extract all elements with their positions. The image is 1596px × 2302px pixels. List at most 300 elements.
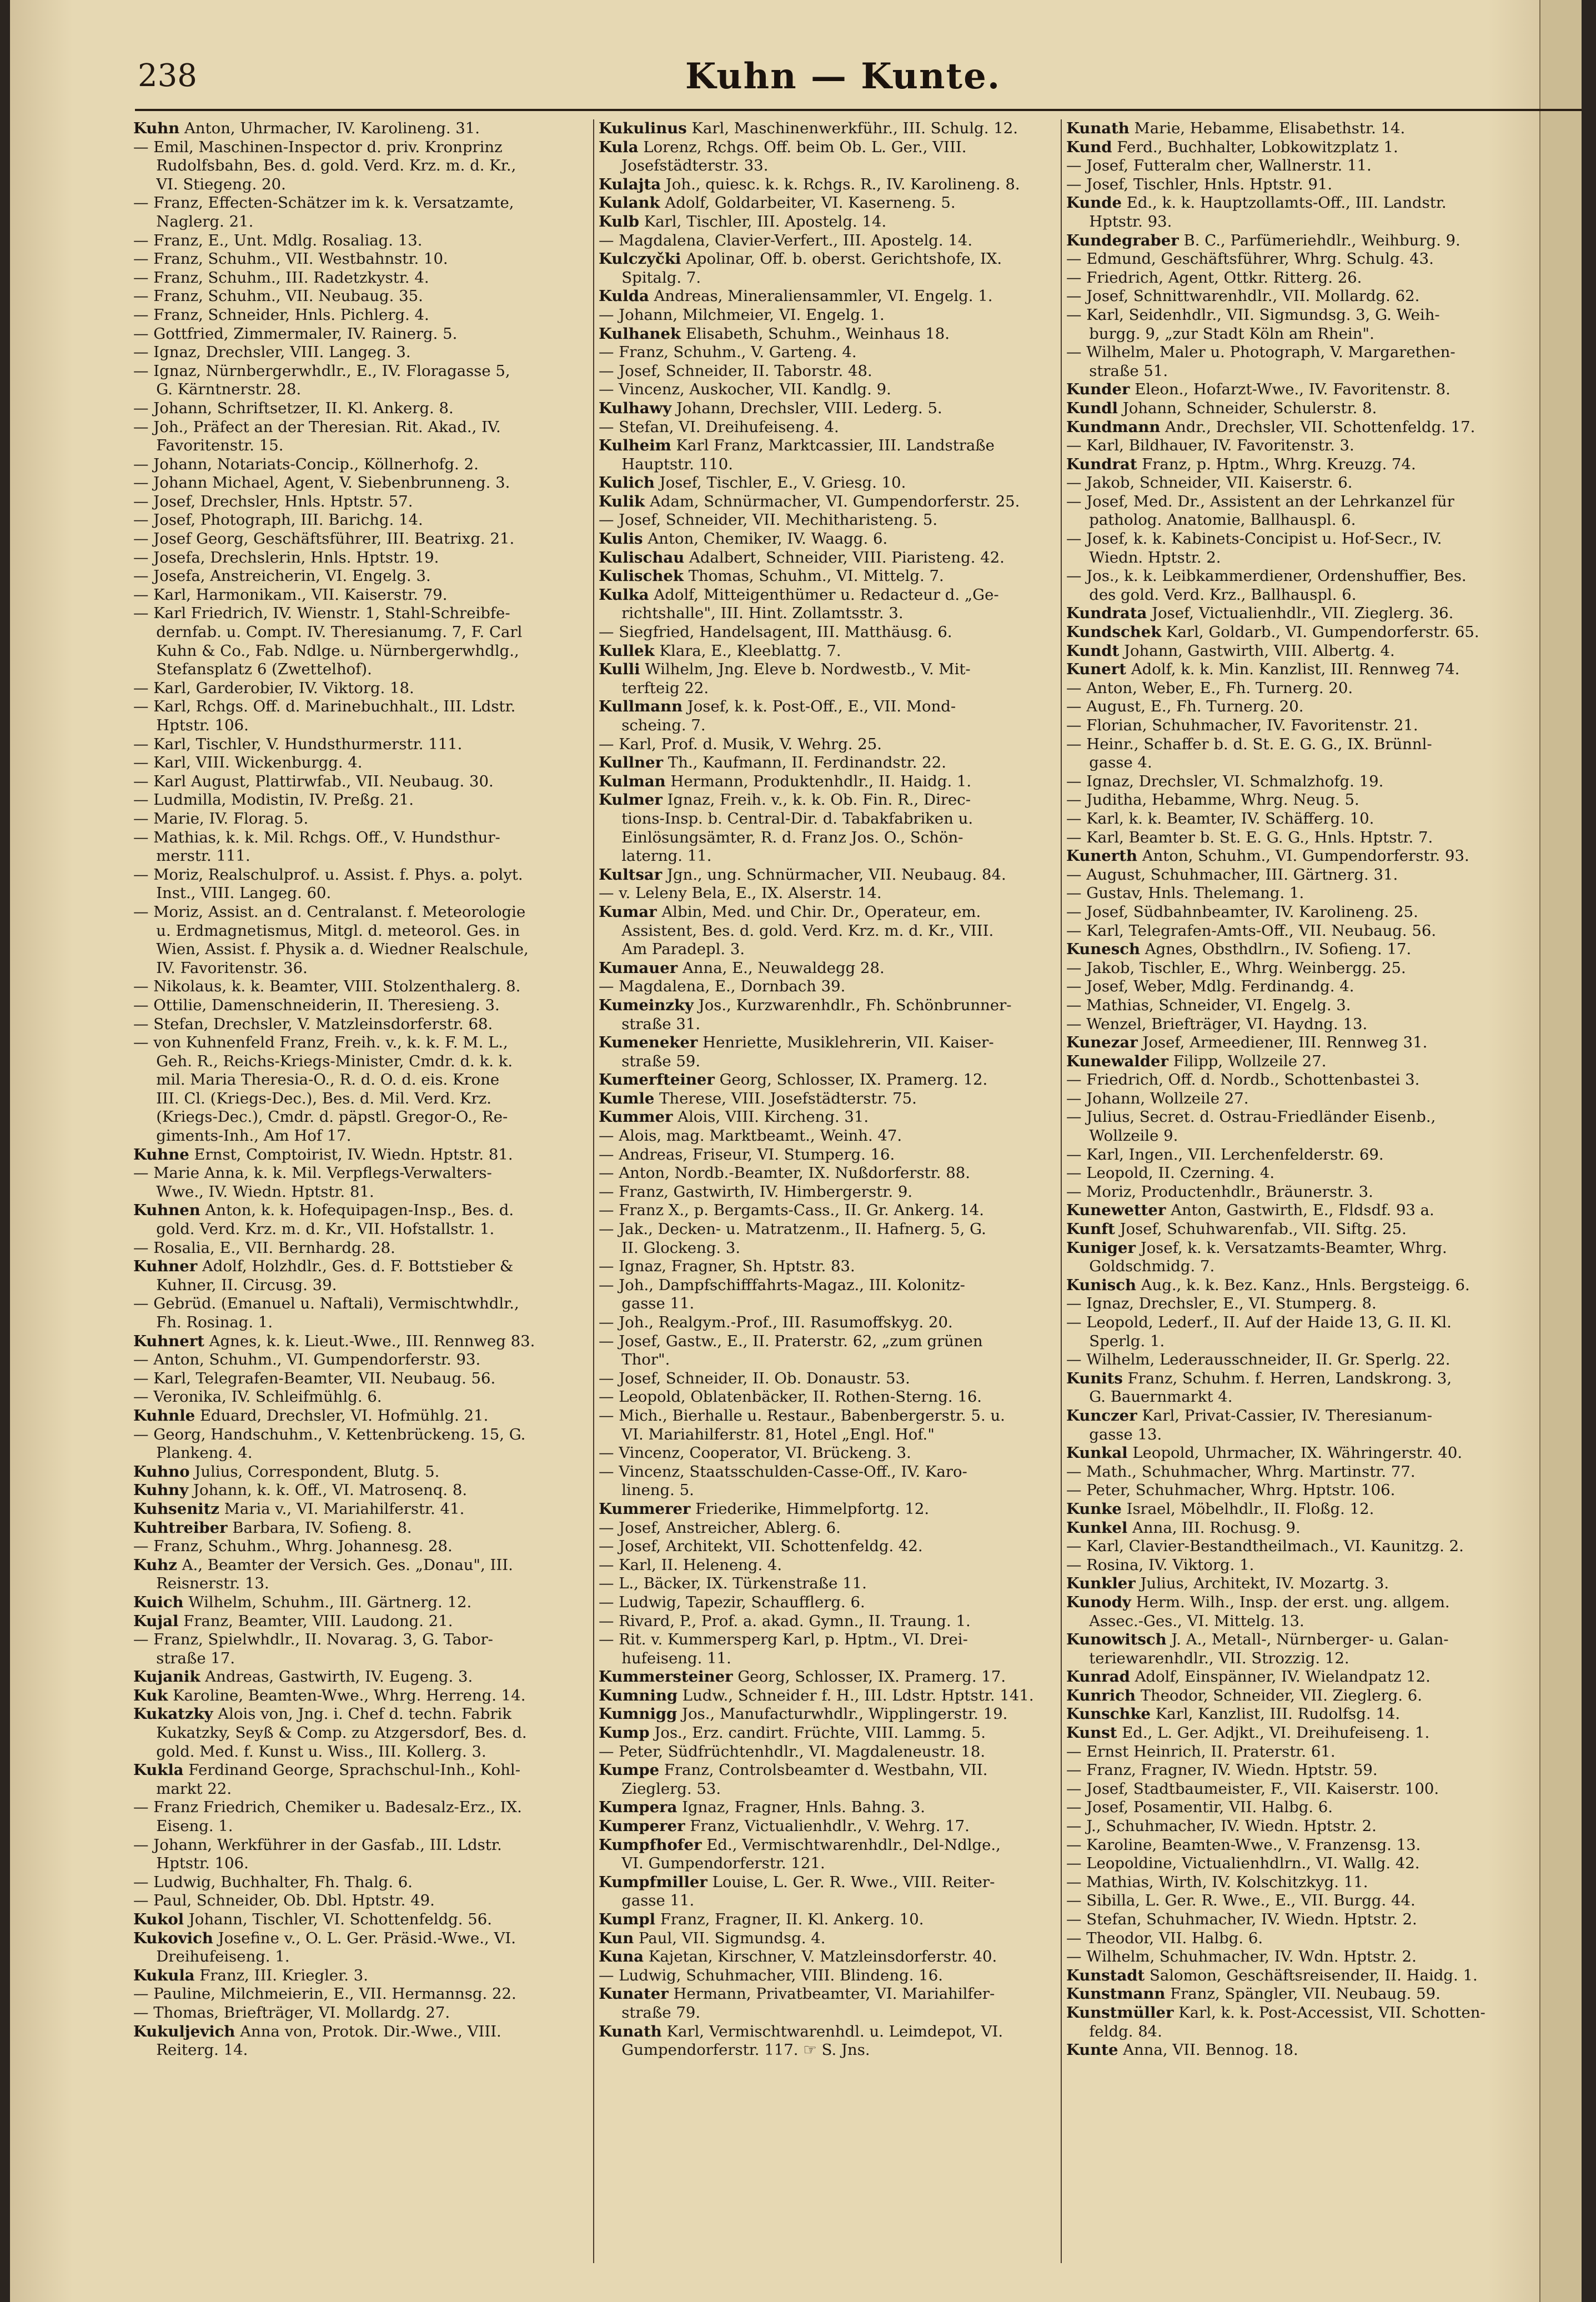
directory-entry: Hptstr. 106. xyxy=(133,1854,249,1873)
directory-entry: Kulli Wilhelm, Jng. Eleve b. Nordwestb., V. Mit- xyxy=(599,660,971,679)
directory-entry: — Anton, Weber, E., Fh. Turnerg. 20. xyxy=(1066,679,1353,697)
directory-entry: Wiedn. Hptstr. 2. xyxy=(1066,548,1221,566)
directory-entry: Kuhsenitz Maria v., VI. Mariahilferstr. 41. xyxy=(133,1499,465,1518)
directory-entry: — Emil, Maschinen-Inspector d. priv. Kronprinz xyxy=(133,138,503,156)
directory-entry: Kumpera Ignaz, Fragner, Hnls. Bahng. 3. xyxy=(599,1798,925,1817)
directory-entry: Kumar Albin, Med. und Chir. Dr., Operateur, em. xyxy=(599,902,981,921)
directory-entry: Kunczer Karl, Privat-Cassier, IV. Theresianum- xyxy=(1066,1406,1433,1425)
directory-entry: — Karl, II. Heleneng. 4. xyxy=(599,1556,782,1574)
directory-entry: VI. Gumpendorferstr. 121. xyxy=(599,1854,825,1873)
directory-entry: — Josef, Schnittwarenhdlr., VII. Mollardg. 62. xyxy=(1066,287,1420,305)
directory-entry: tions-Insp. b. Central-Dir. d. Tabakfabriken u. xyxy=(599,809,973,827)
directory-entry: Einlösungsämter, R. d. Franz Jos. O., Schön- xyxy=(599,828,963,846)
directory-entry: Kulman Hermann, Produktenhdlr., II. Haidg. 1. xyxy=(599,772,972,790)
directory-entry: — Anton, Nordb.-Beamter, IX. Nußdorferstr. 88. xyxy=(599,1164,970,1182)
directory-entry: Kullner Th., Kaufmann, II. Ferdinandstr. 22. xyxy=(599,754,946,772)
directory-entry: Fh. Rosinag. 1. xyxy=(133,1313,273,1331)
directory-entry: straße 79. xyxy=(599,2003,701,2022)
directory-entry: — Peter, Südfrüchtenhdlr., VI. Magdaleneustr. 18. xyxy=(599,1742,986,1761)
directory-entry: Am Paradepl. 3. xyxy=(599,940,745,959)
directory-entry: Favoritenstr. 15. xyxy=(133,437,284,455)
directory-entry: — Josef, Futteralm cher, Wallnerstr. 11. xyxy=(1066,157,1372,175)
directory-entry: — Vincenz, Auskocher, VII. Kandlg. 9. xyxy=(599,380,891,399)
directory-entry: — Ignaz, Drechsler, VIII. Langeg. 3. xyxy=(133,343,411,362)
directory-entry: — Sibilla, L. Ger. R. Wwe., E., VII. Burgg. 44. xyxy=(1066,1892,1416,1910)
directory-entry: — Magdalena, E., Dornbach 39. xyxy=(599,977,846,996)
directory-entry: — Siegfried, Handelsagent, III. Matthäusg. 6. xyxy=(599,623,952,641)
directory-entry: — Veronika, IV. Schleifmühlg. 6. xyxy=(133,1388,382,1406)
directory-entry: Kunkel Anna, III. Rochusg. 9. xyxy=(1066,1518,1301,1537)
directory-entry: Kuhn Anton, Uhrmacher, IV. Karolineng. 31. xyxy=(133,119,480,137)
directory-entry: Kundmann Andr., Drechsler, VII. Schottenfeldg. 17. xyxy=(1066,418,1475,436)
directory-entry: Hauptstr. 110. xyxy=(599,455,733,473)
directory-entry: gasse 11. xyxy=(599,1892,695,1910)
directory-entry: Kumpl Franz, Fragner, II. Kl. Ankerg. 10. xyxy=(599,1910,924,1928)
directory-entry: Kundrat Franz, p. Hptm., Whrg. Kreuzg. 74. xyxy=(1066,455,1416,473)
directory-entry: — Karl, Beamter b. St. E. G. G., Hnls. Hptstr. 7. xyxy=(1066,828,1433,846)
directory-entry: Kujanik Andreas, Gastwirth, IV. Eugeng. 3. xyxy=(133,1668,473,1686)
directory-entry: Kumpfmiller Louise, L. Ger. R. Wwe., VIII. Reiter- xyxy=(599,1873,995,1891)
directory-entry: — Karoline, Beamten-Wwe., V. Franzensg. 13. xyxy=(1066,1835,1421,1854)
column-divider xyxy=(593,119,594,2263)
directory-entry: Kumperer Franz, Victualienhdlr., V. Wehrg. 17. xyxy=(599,1817,970,1835)
directory-entry: — Wilhelm, Lederausschneider, II. Gr. Sperlg. 22. xyxy=(1066,1351,1451,1369)
directory-entry: Kundegraber B. C., Parfümeriehdlr., Weihburg. 9. xyxy=(1066,231,1461,249)
directory-entry: Kumle Therese, VIII. Josefstädterstr. 75. xyxy=(599,1089,917,1107)
directory-entry: — Franz Friedrich, Chemiker u. Badesalz-Erz., IX. xyxy=(133,1798,522,1817)
directory-entry: — Josef, Photograph, III. Barichg. 14. xyxy=(133,511,423,529)
directory-entry: Zieglerg. 53. xyxy=(599,1779,721,1798)
directory-entry: dernfab. u. Compt. IV. Theresianumg. 7, F. Carl xyxy=(133,623,523,641)
directory-entry: Kunrad Adolf, Einspänner, IV. Wielandpatz 12. xyxy=(1066,1668,1431,1686)
directory-entry: Kukatzky Alois von, Jng. i. Chef d. techn. Fabrik xyxy=(133,1705,511,1723)
header-rule xyxy=(135,109,1582,111)
column-3 xyxy=(1066,119,1519,2263)
directory-entry: — Julius, Secret. d. Ostrau-Friedländer Eisenb., xyxy=(1066,1108,1436,1126)
directory-entry: Kumerfteiner Georg, Schlosser, IX. Pramerg. 12. xyxy=(599,1071,988,1089)
directory-entry: — Franz, Schuhm., V. Garteng. 4. xyxy=(599,343,857,362)
directory-entry: Josefstädterstr. 33. xyxy=(599,157,769,175)
directory-entry: Kuhnle Eduard, Drechsler, VI. Hofmühlg. 21. xyxy=(133,1406,489,1425)
directory-entry: — Johann, Notariats-Concip., Köllnerhofg. 2. xyxy=(133,455,479,473)
directory-entry: — Franz, Spielwhdlr., II. Novarag. 3, G. Tabor- xyxy=(133,1631,493,1649)
directory-entry: — Franz, Gastwirth, IV. Himbergerstr. 9. xyxy=(599,1182,913,1201)
directory-entry: Kumpe Franz, Controlsbeamter d. Westbahn, VII. xyxy=(599,1761,988,1779)
directory-entry: Kunke Israel, Möbelhdlr., II. Floßg. 12. xyxy=(1066,1499,1374,1518)
directory-entry: — Peter, Schuhmacher, Whrg. Hptstr. 106. xyxy=(1066,1481,1396,1499)
directory-entry: des gold. Verd. Krz., Ballhauspl. 6. xyxy=(1066,585,1357,604)
directory-entry: Kunte Anna, VII. Bennog. 18. xyxy=(1066,2041,1298,2059)
directory-entry: Kummersteiner Georg, Schlosser, IX. Pramerg. 17. xyxy=(599,1668,1006,1686)
directory-entry: Kunde Ed., k. k. Hauptzollamts-Off., III. Landstr. xyxy=(1066,194,1447,212)
directory-entry: — Gustav, Hnls. Thelemang. 1. xyxy=(1066,884,1304,902)
page-number: 238 xyxy=(138,58,197,94)
directory-entry: Kunstmann Franz, Spängler, VII. Neubaug. 59. xyxy=(1066,1985,1441,2003)
directory-entry: Kunezar Josef, Armeediener, III. Rennweg 31. xyxy=(1066,1034,1428,1052)
directory-entry: Kulhawy Johann, Drechsler, VIII. Lederg. 5. xyxy=(599,399,942,417)
directory-entry: Kulik Adam, Schnürmacher, VI. Gumpendorferstr. 25. xyxy=(599,492,1020,510)
directory-entry: — Johann, Milchmeier, VI. Engelg. 1. xyxy=(599,305,885,324)
directory-entry: Kulb Karl, Tischler, III. Apostelg. 14. xyxy=(599,212,887,230)
directory-entry: — Karl, Telegrafen-Beamter, VII. Neubaug. 56. xyxy=(133,1369,496,1387)
directory-entry: Kuk Karoline, Beamten-Wwe., Whrg. Herreng. 14. xyxy=(133,1686,526,1704)
directory-entry: — Rosalia, E., VII. Bernhardg. 28. xyxy=(133,1238,395,1257)
directory-entry: Kumpfhofer Ed., Vermischtwarenhdlr., Del-Ndlge., xyxy=(599,1835,1001,1854)
directory-entry: — Ludwig, Buchhalter, Fh. Thalg. 6. xyxy=(133,1873,413,1891)
directory-entry: Kulischau Adalbert, Schneider, VIII. Piaristeng. 42. xyxy=(599,548,1005,566)
directory-entry: — Franz, Effecten-Schätzer im k. k. Versatzamte, xyxy=(133,194,514,212)
directory-entry: — Josef, Schneider, II. Ob. Donaustr. 53. xyxy=(599,1369,910,1387)
directory-entry: — Josef, Schneider, VII. Mechitharisteng. 5. xyxy=(599,511,938,529)
directory-entry: — Ignaz, Fragner, Sh. Hptstr. 83. xyxy=(599,1257,855,1276)
directory-entry: — Alois, mag. Marktbeamt., Weinh. 47. xyxy=(599,1127,902,1145)
directory-entry: Kukulinus Karl, Maschinenwerkführ., III. Schulg. 12. xyxy=(599,119,1018,137)
directory-entry: — v. Leleny Bela, E., IX. Alserstr. 14. xyxy=(599,884,882,902)
directory-entry: mil. Maria Theresia-O., R. d. O. d. eis. Krone xyxy=(133,1071,500,1089)
directory-entry: terfteig 22. xyxy=(599,679,709,697)
directory-entry: II. Glockeng. 3. xyxy=(599,1238,741,1257)
directory-entry: — Ignaz, Drechsler, VI. Schmalzhofg. 19. xyxy=(1066,772,1384,790)
directory-entry: — J., Schuhmacher, IV. Wiedn. Hptstr. 2. xyxy=(1066,1817,1377,1835)
directory-entry: giments-Inh., Am Hof 17. xyxy=(133,1127,352,1145)
directory-entry: Kulischek Thomas, Schuhm., VI. Mittelg. 7. xyxy=(599,567,944,585)
directory-entry: — Jak., Decken- u. Matratzenm., II. Hafnerg. 5, G. xyxy=(599,1220,986,1238)
directory-entry: — Josef, Stadtbaumeister, F., VII. Kaiserstr. 100. xyxy=(1066,1779,1439,1798)
directory-entry: Kulheim Karl Franz, Marktcassier, III. Landstraße xyxy=(599,437,995,455)
directory-entry: Geh. R., Reichs-Kriegs-Minister, Cmdr. d. k. k. xyxy=(133,1052,513,1070)
directory-entry: markt 22. xyxy=(133,1779,232,1798)
directory-entry: — Josef, Anstreicher, Ablerg. 6. xyxy=(599,1518,841,1537)
directory-entry: — Franz, Schneider, Hnls. Pichlerg. 4. xyxy=(133,305,429,324)
directory-entry: Kunstmüller Karl, k. k. Post-Accessist, VII. Schotten- xyxy=(1066,2003,1485,2022)
directory-entry: Kundschek Karl, Goldarb., VI. Gumpendorferstr. 65. xyxy=(1066,623,1479,641)
directory-entry: Kundt Johann, Gastwirth, VIII. Albertg. 4. xyxy=(1066,641,1395,660)
directory-entry: — Karl, Seidenhdlr., VII. Sigmundsg. 3, G. Weih- xyxy=(1066,305,1440,324)
directory-entry: Kukovich Josefine v., O. L. Ger. Präsid.-Wwe., VI. xyxy=(133,1929,516,1947)
directory-entry: — Stefan, Schuhmacher, IV. Wiedn. Hptstr. 2. xyxy=(1066,1910,1417,1928)
directory-entry: — Heinr., Schaffer b. d. St. E. G. G., IX. Brünnl- xyxy=(1066,735,1432,753)
directory-entry: — Rit. v. Kummersperg Karl, p. Hptm., VI. Drei- xyxy=(599,1631,968,1649)
directory-entry: Kuhner, II. Circusg. 39. xyxy=(133,1276,337,1294)
directory-entry: III. Cl. (Kriegs-Dec.), Bes. d. Mil. Verd. Krz. xyxy=(133,1089,491,1107)
directory-entry: Kunowitsch J. A., Metall-, Nürnberger- u. Galan- xyxy=(1066,1631,1449,1649)
directory-entry: Kunkal Leopold, Uhrmacher, IX. Währingerstr. 40. xyxy=(1066,1444,1463,1462)
directory-entry: Kumnigg Jos., Manufacturwhdlr., Wipplingerstr. 19. xyxy=(599,1705,1008,1723)
directory-entry: Dreihufeiseng. 1. xyxy=(133,1948,290,1966)
directory-entry: — Moriz, Assist. an d. Centralanst. f. Meteorologie xyxy=(133,902,526,921)
directory-entry: — Ludmilla, Modistin, IV. Preßg. 21. xyxy=(133,791,414,809)
directory-entry: Kunater Hermann, Privatbeamter, VI. Mariahilfer- xyxy=(599,1985,995,2003)
directory-entry: gold. Verd. Krz. m. d. Kr., VII. Hofstallstr. 1. xyxy=(133,1220,495,1238)
directory-entry: — Wilhelm, Maler u. Photograph, V. Margarethen- xyxy=(1066,343,1456,362)
directory-entry: — Andreas, Friseur, VI. Stumperg. 16. xyxy=(599,1145,895,1163)
directory-entry: — Johann Michael, Agent, V. Siebenbrunneng. 3. xyxy=(133,474,510,492)
directory-entry: Kunschke Karl, Kanzlist, III. Rudolfsg. 14. xyxy=(1066,1705,1401,1723)
column-divider xyxy=(1061,119,1062,2263)
directory-entry: — Stefan, Drechsler, V. Matzleinsdorferstr. 68. xyxy=(133,1015,493,1033)
directory-entry: — Wenzel, Briefträger, VI. Haydng. 13. xyxy=(1066,1015,1368,1033)
directory-entry: Kuhz A., Beamter der Versich. Ges. „Donau", III. xyxy=(133,1556,513,1574)
directory-entry: — Karl, k. k. Beamter, IV. Schäfferg. 10. xyxy=(1066,809,1374,827)
directory-entry: Wollzeile 9. xyxy=(1066,1127,1178,1145)
directory-entry: — Joh., Realgym.-Prof., III. Rasumoffskyg. 20. xyxy=(599,1313,953,1331)
directory-entry: — Johann, Schriftsetzer, II. Kl. Ankerg. 8. xyxy=(133,399,454,417)
directory-entry: Kunst Ed., L. Ger. Adjkt., VI. Dreihufeiseng. 1. xyxy=(1066,1724,1430,1742)
directory-entry: — Karl August, Plattirwfab., VII. Neubaug. 30. xyxy=(133,772,494,790)
directory-entry: — Rosina, IV. Viktorg. 1. xyxy=(1066,1556,1254,1574)
next-page-edge xyxy=(1539,0,1582,2302)
directory-entry: straße 51. xyxy=(1066,362,1168,380)
directory-entry: — Josefa, Anstreicherin, VI. Engelg. 3. xyxy=(133,567,431,585)
directory-entry: — Wilhelm, Schuhmacher, IV. Wdn. Hptstr. 2. xyxy=(1066,1948,1417,1966)
directory-entry: Thor". xyxy=(599,1351,670,1369)
directory-entry: Kunft Josef, Schuhwarenfab., VII. Siftg. 25. xyxy=(1066,1220,1407,1238)
directory-entry: — Josef, Südbahnbeamter, IV. Karolineng. 25. xyxy=(1066,902,1418,921)
column-1 xyxy=(133,119,586,2263)
directory-entry: — Theodor, VII. Halbg. 6. xyxy=(1066,1929,1263,1947)
directory-entry: Wien, Assist. f. Physik a. d. Wiedner Realschule, xyxy=(133,940,529,959)
directory-entry: Kundl Johann, Schneider, Schulerstr. 8. xyxy=(1066,399,1377,417)
directory-entry: G. Bauernmarkt 4. xyxy=(1066,1388,1233,1406)
directory-entry: — Franz, Schuhm., VII. Neubaug. 35. xyxy=(133,287,423,305)
directory-entry: straße 59. xyxy=(599,1052,701,1070)
directory-entry: Hptstr. 93. xyxy=(1066,212,1172,230)
directory-entry: — Pauline, Milchmeierin, E., VII. Hermannsg. 22. xyxy=(133,1985,516,2003)
directory-entry: gasse 11. xyxy=(599,1295,695,1313)
directory-entry: Kullmann Josef, k. k. Post-Off., E., VII. Mond- xyxy=(599,698,956,716)
directory-entry: gasse 13. xyxy=(1066,1425,1162,1443)
directory-entry: — Nikolaus, k. k. Beamter, VIII. Stolzenthalerg. 8. xyxy=(133,977,521,996)
column-2 xyxy=(599,119,1051,2263)
directory-entry: — August, Schuhmacher, III. Gärtnerg. 31. xyxy=(1066,865,1398,884)
directory-entry: Kumeneker Henriette, Musiklehrerin, VII. Kaiser- xyxy=(599,1034,994,1052)
directory-entry: gold. Med. f. Kunst u. Wiss., III. Kollerg. 3. xyxy=(133,1742,486,1761)
directory-entry: Kuich Wilhelm, Schuhm., III. Gärtnerg. 12. xyxy=(133,1593,472,1611)
directory-entry: Kuhno Julius, Correspondent, Blutg. 5. xyxy=(133,1462,440,1481)
directory-entry: Kunrich Theodor, Schneider, VII. Zieglerg. 6. xyxy=(1066,1686,1422,1704)
directory-entry: Assec.-Ges., VI. Mittelg. 13. xyxy=(1066,1612,1304,1630)
directory-entry: — Franz, Schuhm., Whrg. Johannesg. 28. xyxy=(133,1537,453,1556)
directory-entry: merstr. 111. xyxy=(133,847,250,865)
directory-entry: — Moriz, Productenhdlr., Bräunerstr. 3. xyxy=(1066,1182,1373,1201)
directory-entry: — Georg, Handschuhm., V. Kettenbrückeng. 15, G. xyxy=(133,1425,526,1443)
directory-entry: Kuhny Johann, k. k. Off., VI. Matrosenq. 8. xyxy=(133,1481,468,1499)
directory-entry: Kumauer Anna, E., Neuwaldegg 28. xyxy=(599,959,885,977)
directory-entry: teriewarenhdlr., VII. Strozzig. 12. xyxy=(1066,1649,1349,1667)
directory-entry: G. Kärntnerstr. 28. xyxy=(133,380,302,399)
directory-entry: — Josef, Med. Dr., Assistent an der Lehrkanzel für xyxy=(1066,492,1454,510)
directory-entry: Kulczyčki Apolinar, Off. b. oberst. Gerichtshofe, IX. xyxy=(599,250,1002,268)
directory-entry: — Vincenz, Cooperator, VI. Brückeng. 3. xyxy=(599,1444,911,1462)
directory-entry: — Leopoldine, Victualienhdlrn., VI. Wallg. 42. xyxy=(1066,1854,1420,1873)
directory-entry: Kulda Andreas, Mineraliensammler, VI. Engelg. 1. xyxy=(599,287,993,305)
directory-entry: Goldschmidg. 7. xyxy=(1066,1257,1215,1276)
directory-entry: (Kriegs-Dec.), Cmdr. d. päpstl. Gregor-O., Re- xyxy=(133,1108,508,1126)
directory-entry: Kump Jos., Erz. candirt. Früchte, VIII. Lammg. 5. xyxy=(599,1724,986,1742)
directory-entry: Kulich Josef, Tischler, E., V. Griesg. 10. xyxy=(599,474,906,492)
directory-entry: Kuhne Ernst, Comptoirist, IV. Wiedn. Hptstr. 81. xyxy=(133,1145,513,1163)
directory-entry: — Magdalena, Clavier-Verfert., III. Apostelg. 14. xyxy=(599,231,973,249)
directory-entry: Sperlg. 1. xyxy=(1066,1332,1165,1350)
directory-entry: Kunath Karl, Vermischtwarenhdl. u. Leimdepot, VI. xyxy=(599,2022,1003,2040)
directory-entry: Hptstr. 106. xyxy=(133,716,249,734)
directory-entry: — Johann, Werkführer in der Gasfab., III. Ldstr. xyxy=(133,1835,502,1854)
directory-entry: — Franz, E., Unt. Mdlg. Rosaliag. 13. xyxy=(133,231,423,249)
directory-entry: — Franz X., p. Bergamts-Cass., II. Gr. Ankerg. 14. xyxy=(599,1201,984,1220)
directory-entry: Kukol Johann, Tischler, VI. Schottenfeldg. 56. xyxy=(133,1910,492,1928)
directory-entry: — Leopold, Lederf., II. Auf der Haide 13, G. II. Kl. xyxy=(1066,1313,1452,1331)
directory-entry: — Karl, VIII. Wickenburgg. 4. xyxy=(133,754,363,772)
directory-entry: — Ludwig, Schuhmacher, VIII. Blindeng. 16. xyxy=(599,1966,943,1984)
directory-entry: — Ottilie, Damenschneiderin, II. Theresieng. 3. xyxy=(133,996,500,1014)
directory-entry: Kunisch Aug., k. k. Bez. Kanz., Hnls. Bergsteigg. 6. xyxy=(1066,1276,1470,1294)
directory-entry: Kulka Adolf, Mitteigenthümer u. Redacteur d. „Ge- xyxy=(599,585,999,604)
directory-entry: — Karl, Tischler, V. Hundsthurmerstr. 111. xyxy=(133,735,463,753)
directory-entry: Kukuljevich Anna von, Protok. Dir.-Wwe., VIII. xyxy=(133,2022,501,2040)
directory-entry: VI. Mariahilferstr. 81, Hotel „Engl. Hof." xyxy=(599,1425,935,1443)
directory-entry: — von Kuhnenfeld Franz, Freih. v., k. k. F. M. L., xyxy=(133,1034,508,1052)
directory-entry: Eiseng. 1. xyxy=(133,1817,233,1835)
directory-entry: Kunder Eleon., Hofarzt-Wwe., IV. Favoritenstr. 8. xyxy=(1066,380,1451,399)
directory-entry: Kuhnen Anton, k. k. Hofequipagen-Insp., Bes. d. xyxy=(133,1201,514,1220)
directory-entry: — Josef Georg, Geschäftsführer, III. Beatrixg. 21. xyxy=(133,530,515,548)
directory-entry: — Mich., Bierhalle u. Restaur., Babenbergerstr. 5. u. xyxy=(599,1406,1005,1425)
directory-entry: Naglerg. 21. xyxy=(133,212,254,230)
directory-entry: — Karl Friedrich, IV. Wienstr. 1, Stahl-Schreibfe- xyxy=(133,604,510,623)
directory-entry: Assistent, Bes. d. gold. Verd. Krz. m. d. Kr., VIII. xyxy=(599,921,994,940)
directory-entry: — Karl, Clavier-Bestandtheilmach., VI. Kaunitzg. 2. xyxy=(1066,1537,1464,1556)
directory-entry: — Leopold, II. Czerning. 4. xyxy=(1066,1164,1275,1182)
directory-entry: — Franz, Schuhm., VII. Westbahnstr. 10. xyxy=(133,250,448,268)
directory-entry: u. Erdmagnetismus, Mitgl. d. meteorol. Ges. in xyxy=(133,921,520,940)
directory-entry: — Marie Anna, k. k. Mil. Verpflegs-Verwalters- xyxy=(133,1164,492,1182)
directory-entry: Plankeng. 4. xyxy=(133,1444,253,1462)
directory-entry: — Ignaz, Drechsler, E., VI. Stumperg. 8. xyxy=(1066,1295,1377,1313)
directory-entry: — Leopold, Oblatenbäcker, II. Rothen-Sterng. 16. xyxy=(599,1388,982,1406)
directory-entry: — Karl, Prof. d. Musik, V. Wehrg. 25. xyxy=(599,735,882,753)
directory-entry: — Josef, Gastw., E., II. Praterstr. 62, „zum grünen xyxy=(599,1332,983,1350)
directory-entry: — Karl, Garderobier, IV. Viktorg. 18. xyxy=(133,679,414,697)
directory-entry: Kun Paul, VII. Sigmundsg. 4. xyxy=(599,1929,826,1947)
directory-entry: — Josef, Schneider, II. Taborstr. 48. xyxy=(599,362,872,380)
directory-entry: straße 17. xyxy=(133,1649,235,1667)
directory-entry: Kunits Franz, Schuhm. f. Herren, Landskrong. 3, xyxy=(1066,1369,1452,1387)
directory-entry: — Mathias, k. k. Mil. Rchgs. Off., V. Hundsthur- xyxy=(133,828,500,846)
directory-entry: Spitalg. 7. xyxy=(599,268,701,287)
directory-entry: Kullek Klara, E., Kleeblattg. 7. xyxy=(599,641,841,660)
directory-entry: feldg. 84. xyxy=(1066,2022,1162,2040)
directory-entry: Rudolfsbahn, Bes. d. gold. Verd. Krz. m. d. Kr., xyxy=(133,157,516,175)
directory-entry: — Moriz, Realschulprof. u. Assist. f. Phys. a. polyt. xyxy=(133,865,523,884)
directory-entry: scheing. 7. xyxy=(599,716,706,734)
directory-entry: Kunkler Julius, Architekt, IV. Mozartg. 3. xyxy=(1066,1574,1389,1593)
directory-entry: Kulhanek Elisabeth, Schuhm., Weinhaus 18. xyxy=(599,324,950,343)
directory-entry: Kukula Franz, III. Kriegler. 3. xyxy=(133,1966,369,1984)
directory-entry: — Marie, IV. Florag. 5. xyxy=(133,809,309,827)
directory-entry: Kuhtreiber Barbara, IV. Sofieng. 8. xyxy=(133,1518,412,1537)
directory-entry: Kunewalder Filipp, Wollzeile 27. xyxy=(1066,1052,1327,1070)
directory-entry: Kukatzky, Seyß & Comp. zu Atzgersdorf, Bes. d. xyxy=(133,1724,527,1742)
directory-entry: — Joh., Präfect an der Theresian. Rit. Akad., IV. xyxy=(133,418,501,436)
directory-entry: — Karl, Harmonikam., VII. Kaiserstr. 79. xyxy=(133,585,448,604)
directory-entry: richtshalle", III. Hint. Zollamtsstr. 3. xyxy=(599,604,904,623)
directory-entry: — Josef, Posamentir, VII. Halbg. 6. xyxy=(1066,1798,1333,1817)
directory-entry: Kunody Herm. Wilh., Insp. der erst. ung. allgem. xyxy=(1066,1593,1450,1611)
directory-entry: Stefansplatz 6 (Zwettelhof). xyxy=(133,660,372,679)
directory-entry: Kulis Anton, Chemiker, IV. Waagg. 6. xyxy=(599,530,888,548)
directory-entry: — Josef, Tischler, Hnls. Hptstr. 91. xyxy=(1066,175,1333,193)
directory-entry: Kula Lorenz, Rchgs. Off. beim Ob. L. Ger., VIII. xyxy=(599,138,967,156)
directory-entry: gasse 4. xyxy=(1066,754,1152,772)
directory-entry: straße 31. xyxy=(599,1015,701,1033)
directory-entry: — Juditha, Hebamme, Whrg. Neug. 5. xyxy=(1066,791,1359,809)
directory-entry: Reiterg. 14. xyxy=(133,2041,248,2059)
directory-entry: Kumeinzky Jos., Kurzwarenhdlr., Fh. Schönbrunner- xyxy=(599,996,1012,1014)
directory-entry: — Josef, Weber, Mdlg. Ferdinandg. 4. xyxy=(1066,977,1354,996)
directory-entry: — Math., Schuhmacher, Whrg. Martinstr. 77. xyxy=(1066,1462,1416,1481)
directory-entry: Gumpendorferstr. 117. ☞ S. Jns. xyxy=(599,2041,870,2059)
directory-entry: Kunert Adolf, k. k. Min. Kanzlist, III. Rennweg 74. xyxy=(1066,660,1460,679)
directory-entry: hufeiseng. 11. xyxy=(599,1649,731,1667)
directory-entry: — Friedrich, Off. d. Nordb., Schottenbastei 3. xyxy=(1066,1071,1420,1089)
directory-entry: laterng. 11. xyxy=(599,847,712,865)
directory-entry: patholog. Anatomie, Ballhauspl. 6. xyxy=(1066,511,1356,529)
directory-entry: — Gottfried, Zimmermaler, IV. Rainerg. 5. xyxy=(133,324,458,343)
directory-entry: — Franz, Schuhm., III. Radetzkystr. 4. xyxy=(133,268,429,287)
directory-entry: Kukla Ferdinand George, Sprachschul-Inh., Kohl- xyxy=(133,1761,521,1779)
directory-entry: Wwe., IV. Wiedn. Hptstr. 81. xyxy=(133,1182,374,1201)
directory-entry: Kumning Ludw., Schneider f. H., III. Ldstr. Hptstr. 141. xyxy=(599,1686,1034,1704)
directory-entry: Kunerth Anton, Schuhm., VI. Gumpendorferstr. 93. xyxy=(1066,847,1469,865)
directory-entry: Kultsar Jgn., ung. Schnürmacher, VII. Neubaug. 84. xyxy=(599,865,1006,884)
directory-entry: — Josef, Drechsler, Hnls. Hptstr. 57. xyxy=(133,492,413,510)
directory-entry: — L., Bäcker, IX. Türkenstraße 11. xyxy=(599,1574,867,1593)
directory-entry: — Edmund, Geschäftsführer, Whrg. Schulg. 43. xyxy=(1066,250,1434,268)
directory-entry: Kunath Marie, Hebamme, Elisabethstr. 14. xyxy=(1066,119,1406,137)
directory-entry: — Jakob, Tischler, E., Whrg. Weinbergg. 25. xyxy=(1066,959,1406,977)
directory-entry: — Karl, Ingen., VII. Lerchenfelderstr. 69. xyxy=(1066,1145,1384,1163)
directory-entry: VI. Stiegeng. 20. xyxy=(133,175,286,193)
directory-entry: — Josef, k. k. Kabinets-Concipist u. Hof-Secr., IV. xyxy=(1066,530,1442,548)
directory-entry: burgg. 9, „zur Stadt Köln am Rhein". xyxy=(1066,324,1374,343)
directory-entry: Kuhn & Co., Fab. Ndlge. u. Nürnbergerwhdlg., xyxy=(133,641,519,660)
directory-entry: — Jos., k. k. Leibkammerdiener, Ordenshuffier, Bes. xyxy=(1066,567,1467,585)
directory-entry: IV. Favoritenstr. 36. xyxy=(133,959,308,977)
directory-entry: Kundrata Josef, Victualienhdlr., VII. Zieglerg. 36. xyxy=(1066,604,1454,623)
directory-entry: — Friedrich, Agent, Ottkr. Ritterg. 26. xyxy=(1066,268,1362,287)
running-head: Kuhn — Kunte. xyxy=(685,56,1001,97)
directory-entry: Kunesch Agnes, Obsthdlrn., IV. Sofieng. 17. xyxy=(1066,940,1412,959)
directory-entry: Kunstadt Salomon, Geschäftsreisender, II. Haidg. 1. xyxy=(1066,1966,1478,1984)
directory-entry: — Rivard, P., Prof. a. akad. Gymn., II. Traung. 1. xyxy=(599,1612,971,1630)
directory-entry: — Ernst Heinrich, II. Praterstr. 61. xyxy=(1066,1742,1336,1761)
directory-entry: — Thomas, Briefträger, VI. Mollardg. 27. xyxy=(133,2003,450,2022)
directory-entry: — Karl, Telegrafen-Amts-Off., VII. Neubaug. 56. xyxy=(1066,921,1437,940)
directory-entry: — Mathias, Schneider, VI. Engelg. 3. xyxy=(1066,996,1351,1014)
directory-entry: Kuniger Josef, k. k. Versatzamts-Beamter, Whrg. xyxy=(1066,1238,1447,1257)
directory-entry: lineng. 5. xyxy=(599,1481,694,1499)
directory-entry: — Florian, Schuhmacher, IV. Favoritenstr. 21. xyxy=(1066,716,1418,734)
directory-entry: — Joh., Dampfschifffahrts-Magaz., III. Kolonitz- xyxy=(599,1276,965,1294)
directory-entry: — Anton, Schuhm., VI. Gumpendorferstr. 93. xyxy=(133,1351,481,1369)
directory-entry: Kummer Alois, VIII. Kircheng. 31. xyxy=(599,1108,869,1126)
directory-entry: — Ludwig, Tapezir, Schaufflerg. 6. xyxy=(599,1593,865,1611)
directory-entry: — August, E., Fh. Turnerg. 20. xyxy=(1066,698,1304,716)
directory-entry: Kulajta Joh., quiesc. k. k. Rchgs. R., IV. Karolineng. 8. xyxy=(599,175,1020,193)
directory-entry: — Karl, Bildhauer, IV. Favoritenstr. 3. xyxy=(1066,437,1354,455)
directory-entry: Kujal Franz, Beamter, VIII. Laudong. 21. xyxy=(133,1612,453,1630)
directory-entry: Kuhner Adolf, Holzhdlr., Ges. d. F. Bottstieber & xyxy=(133,1257,514,1276)
